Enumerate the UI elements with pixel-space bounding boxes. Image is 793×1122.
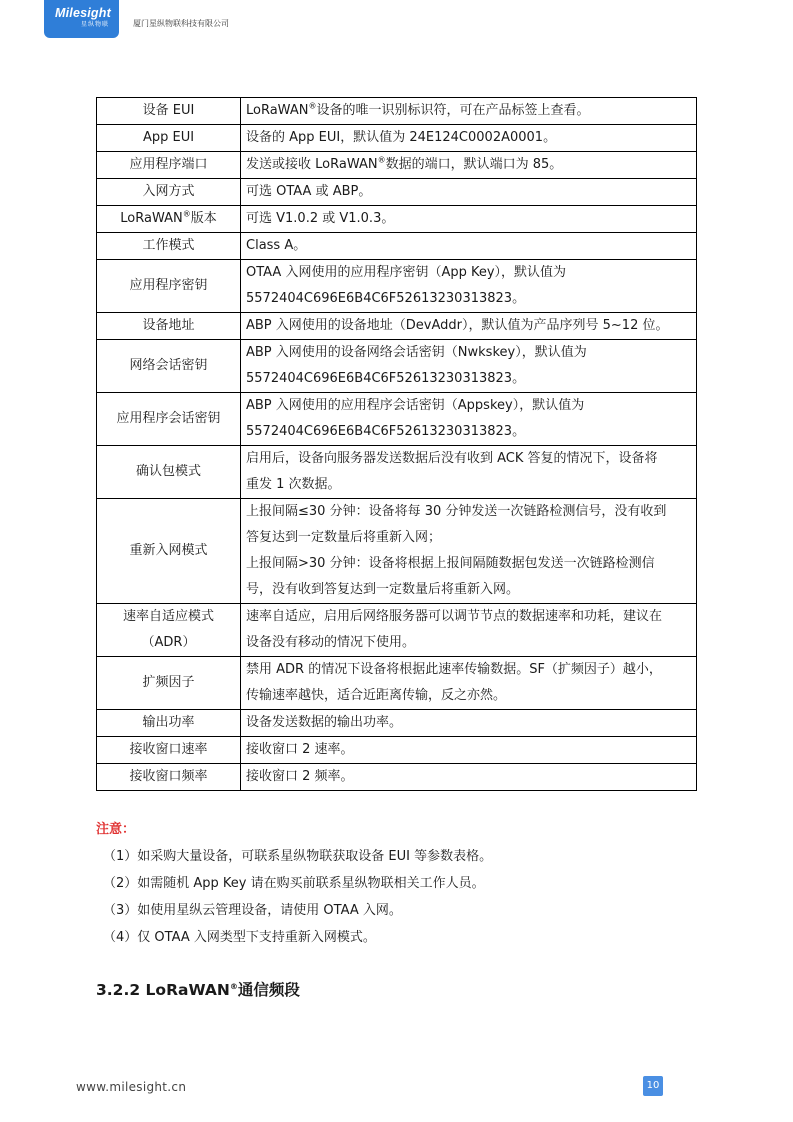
param-name: 应用程序密钥: [97, 260, 241, 313]
param-name: 确认包模式: [97, 446, 241, 499]
param-name: LoRaWAN®版本: [97, 206, 241, 233]
section-title-post: 通信频段: [237, 981, 300, 999]
param-description: 设备发送数据的输出功率。: [241, 710, 697, 737]
param-description: 接收窗口 2 频率。: [241, 764, 697, 791]
param-description: ABP 入网使用的设备网络会话密钥（Nwkskey），默认值为 5572404C696E6B4C6F52613230313823。: [241, 340, 697, 393]
table-row: [97, 499, 697, 604]
table-row: [97, 313, 697, 340]
company-name: 厦门星纵物联科技有限公司: [133, 19, 229, 28]
registered-mark: ®: [229, 981, 238, 991]
table-row: [97, 179, 697, 206]
section-number: 3.2.2: [96, 981, 141, 999]
param-name: 重新入网模式: [97, 499, 241, 604]
table-row: [97, 206, 697, 233]
param-name: 应用程序端口: [97, 152, 241, 179]
table-row: [97, 737, 697, 764]
notes-title: 注意：: [96, 822, 136, 837]
logo-brand: Milesight: [55, 6, 111, 20]
param-description: 禁用 ADR 的情况下设备将根据此速率传输数据。SF（扩频因子）越小， 传输速率越快，适合近距离传输，反之亦然。: [241, 657, 697, 710]
table-row: [97, 764, 697, 791]
notes-block: [96, 816, 492, 951]
section-heading: [96, 978, 300, 1000]
table-row: [97, 340, 697, 393]
param-description: OTAA 入网使用的应用程序密钥（App Key），默认值为 5572404C696E6B4C6F52613230313823。: [241, 260, 697, 313]
param-description: 上报间隔≤30 分钟：设备将每 30 分钟发送一次链路检测信号，没有收到 答复达到一定数量后将重新入网； 上报间隔>30 分钟：设备将根据上报间隔随数据包发送一次链路检测信 号，没有收到答复达到一定数量后将重新入网。: [241, 499, 697, 604]
page-number: 10: [643, 1076, 663, 1096]
param-description: ABP 入网使用的应用程序会话密钥（Appskey），默认值为 5572404C696E6B4C6F52613230313823。: [241, 393, 697, 446]
param-description: 启用后，设备向服务器发送数据后没有收到 ACK 答复的情况下，设备将 重发 1 次数据。: [241, 446, 697, 499]
table-row: [97, 152, 697, 179]
milesight-logo: [44, 0, 119, 38]
table-row: [97, 446, 697, 499]
param-description: 可选 OTAA 或 ABP。: [241, 179, 697, 206]
footer-url[interactable]: www.milesight.cn: [76, 1080, 187, 1094]
table-row: [97, 98, 697, 125]
table-row: [97, 657, 697, 710]
param-name: 网络会话密钥: [97, 340, 241, 393]
param-description: 速率自适应，启用后网络服务器可以调节节点的数据速率和功耗，建议在 设备没有移动的情况下使用。: [241, 604, 697, 657]
note-item-4: （4）仅 OTAA 入网类型下支持重新入网模式。: [103, 930, 376, 945]
table-row: [97, 125, 697, 152]
param-name: 扩频因子: [97, 657, 241, 710]
param-description: 发送或接收 LoRaWAN®数据的端口，默认端口为 85。: [241, 152, 697, 179]
param-name: 接收窗口速率: [97, 737, 241, 764]
param-description: Class A。: [241, 233, 697, 260]
table-row: [97, 233, 697, 260]
note-item-2: （2）如需随机 App Key 请在购买前联系星纵物联相关工作人员。: [103, 876, 485, 891]
param-description: LoRaWAN®设备的唯一识别标识符，可在产品标签上查看。: [241, 98, 697, 125]
param-description: 接收窗口 2 速率。: [241, 737, 697, 764]
param-name: 设备地址: [97, 313, 241, 340]
note-item-1: （1）如采购大量设备，可联系星纵物联获取设备 EUI 等参数表格。: [103, 849, 493, 864]
param-description: 可选 V1.0.2 或 V1.0.3。: [241, 206, 697, 233]
param-description: 设备的 App EUI，默认值为 24E124C0002A0001。: [241, 125, 697, 152]
section-title-pre: LoRaWAN: [145, 981, 230, 999]
param-name: 工作模式: [97, 233, 241, 260]
table-row: [97, 393, 697, 446]
param-description: ABP 入网使用的设备地址（DevAddr），默认值为产品序列号 5~12 位。: [241, 313, 697, 340]
table-row: [97, 260, 697, 313]
param-name: App EUI: [97, 125, 241, 152]
logo-sub: 星纵物联: [81, 21, 110, 28]
param-name: 入网方式: [97, 179, 241, 206]
param-name: 输出功率: [97, 710, 241, 737]
parameter-table: [96, 97, 697, 791]
param-name: 设备 EUI: [97, 98, 241, 125]
table-row: [97, 710, 697, 737]
table-row: [97, 604, 697, 657]
param-name: 接收窗口频率: [97, 764, 241, 791]
param-name: 速率自适应模式 （ADR）: [97, 604, 241, 657]
param-name: 应用程序会话密钥: [97, 393, 241, 446]
note-item-3: （3）如使用星纵云管理设备，请使用 OTAA 入网。: [103, 903, 402, 918]
